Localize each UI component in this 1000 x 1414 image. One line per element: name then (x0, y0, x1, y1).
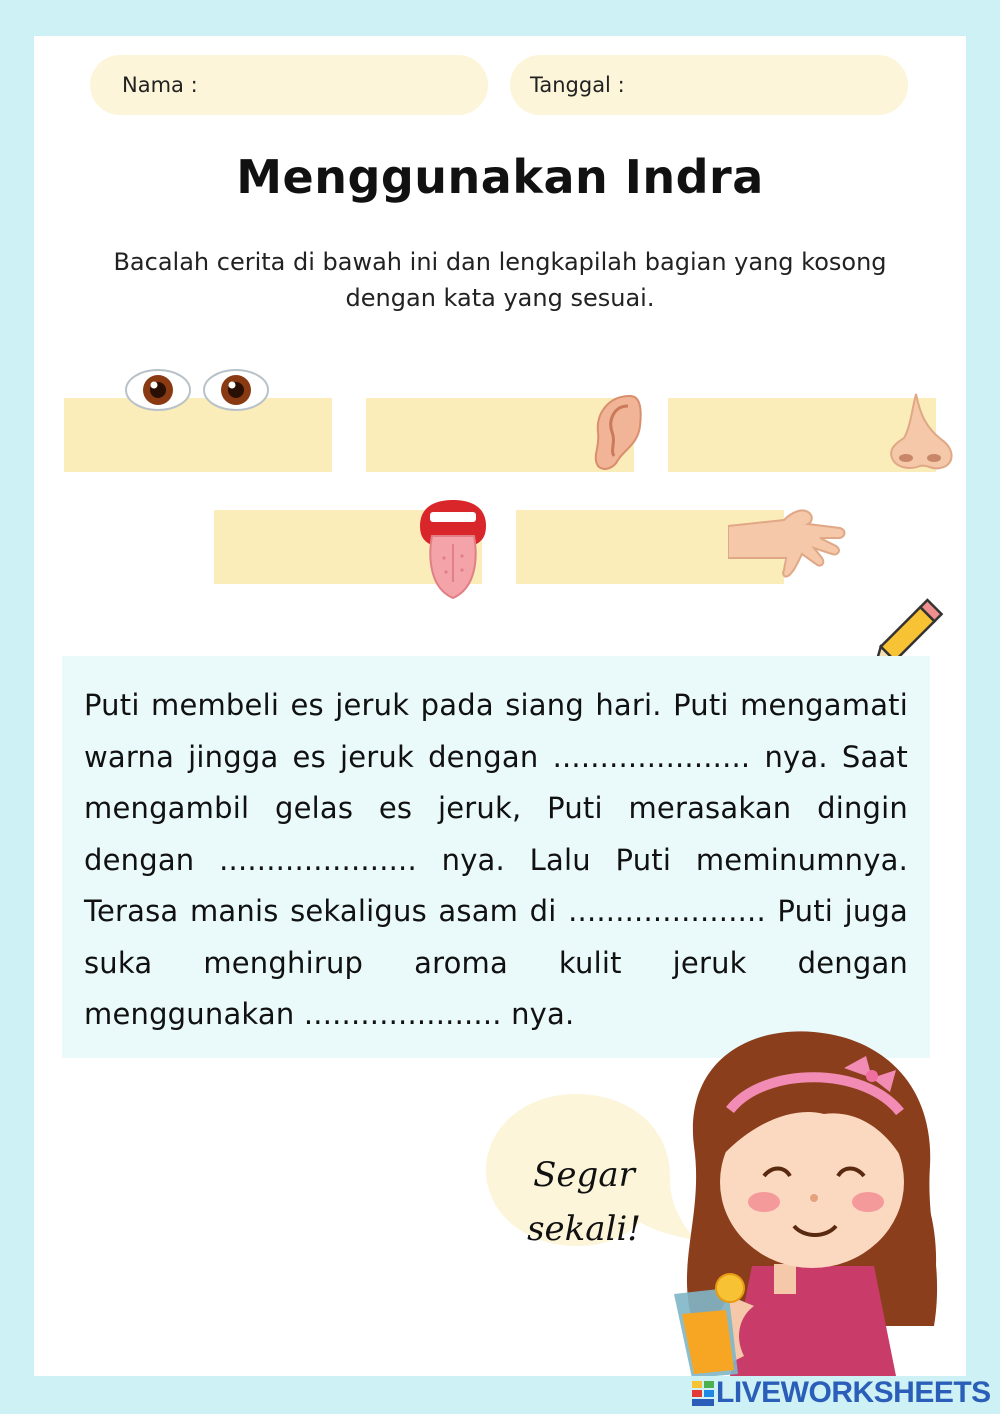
girl-illustration (634, 1026, 966, 1376)
name-field[interactable] (90, 55, 488, 115)
date-field[interactable] (510, 55, 908, 115)
story-text: Puti membeli es jeruk pada siang hari. Puti mengamati warna jingga es jeruk dengan ..................... nya. Saat mengambil gelas es jeruk, Puti merasakan dingin dengan ..................... nya. Lalu Puti meminumnya. Terasa manis sekaligus asam di ..................... Puti juga suka menghirup aroma kulit jeruk dengan menggunakan ..................... nya. (84, 688, 908, 1031)
page-title: Menggunakan Indra (236, 150, 764, 204)
eyes-icon (124, 366, 270, 414)
name-label: Nama : (122, 73, 198, 97)
speech-line-2: sekali! (527, 1209, 641, 1249)
ear-icon (590, 392, 644, 472)
date-label: Tanggal : (530, 73, 625, 97)
logo-text: LIVEWORKSHEETS (716, 1376, 991, 1409)
speech-line-1: Segar (533, 1155, 635, 1195)
liveworksheets-logo[interactable] (692, 1376, 991, 1408)
hand-icon (728, 506, 848, 578)
worksheet-page (34, 36, 966, 1376)
story-box (62, 656, 930, 1058)
nose-icon (886, 392, 960, 472)
tongue-icon (416, 498, 490, 602)
logo-icon (692, 1381, 714, 1407)
instruction-text: Bacalah cerita di bawah ini dan lengkapilah bagian yang kosong dengan kata yang sesuai. (113, 248, 887, 312)
